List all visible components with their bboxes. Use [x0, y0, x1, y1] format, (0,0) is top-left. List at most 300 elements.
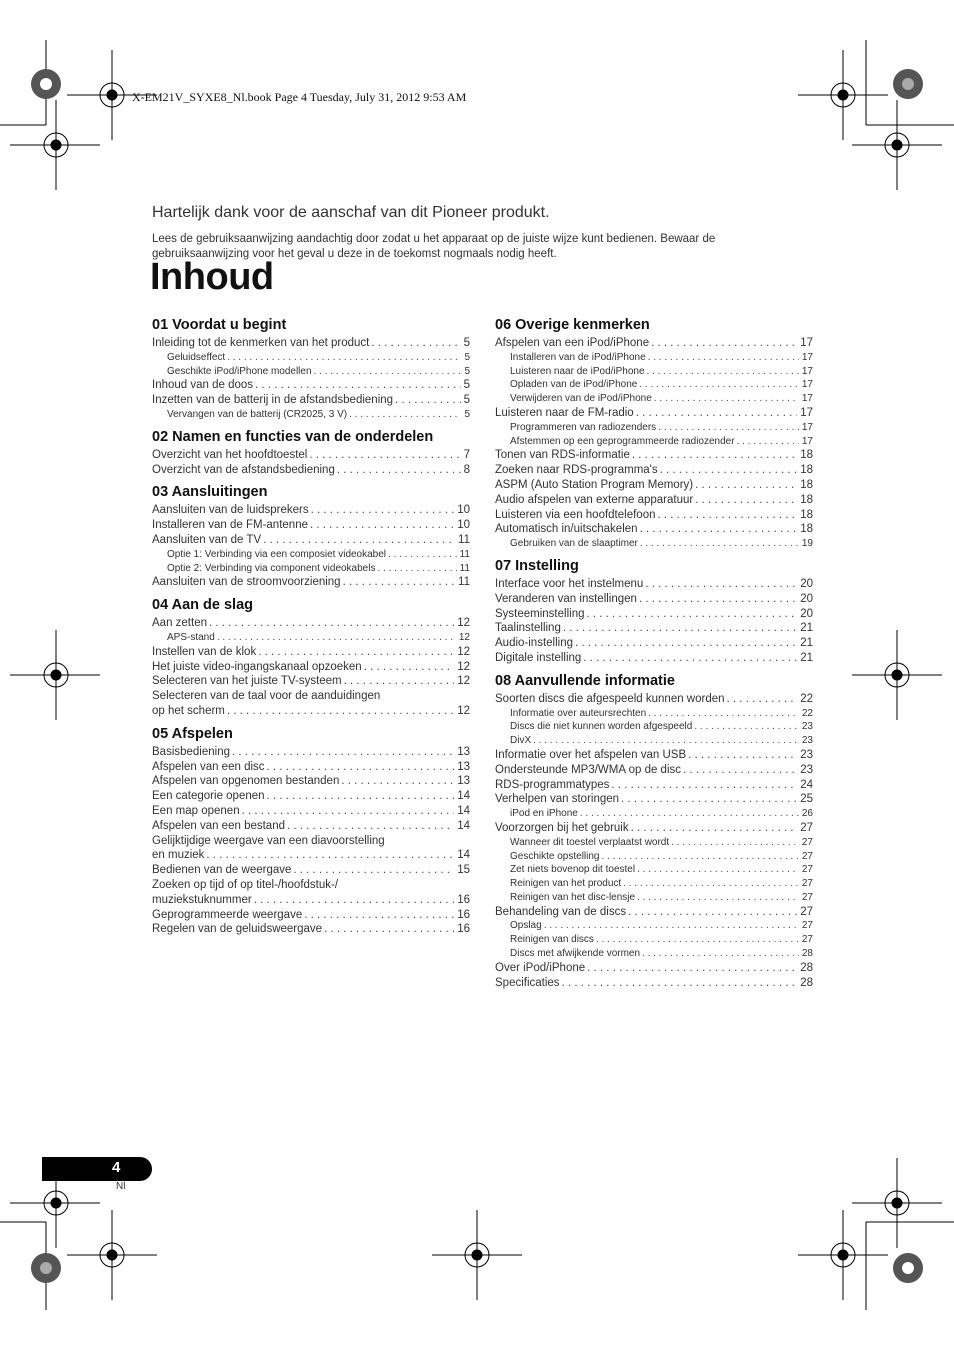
toc-page-number: 5: [463, 337, 470, 349]
toc-section-title: 04 Aan de slag: [152, 597, 254, 614]
toc-entry[interactable]: [495, 463, 813, 478]
toc-entry-text: Opslag: [510, 920, 542, 932]
toc-dot-leader: [544, 919, 799, 933]
toc-dot-leader: [263, 533, 455, 548]
toc-page-number: 17: [801, 379, 813, 391]
toc-dot-leader: [314, 365, 462, 379]
toc-entry[interactable]: [152, 393, 470, 408]
toc-page-number: 13: [457, 745, 470, 758]
toc-page-number: 27: [801, 864, 813, 876]
toc-dot-leader: [695, 493, 797, 508]
toc-page-number: 23: [800, 748, 813, 761]
toc-page-number: 13: [457, 760, 470, 773]
toc-dot-leader: [341, 774, 454, 789]
toc-page-number: 27: [800, 905, 813, 918]
toc-dot-leader: [737, 435, 799, 449]
toc-page-number: 28: [801, 948, 813, 960]
toc-page-number: 20: [800, 607, 813, 620]
toc-dot-leader: [310, 518, 454, 533]
toc-dot-leader: [648, 351, 799, 365]
toc-entry-text: Overzicht van de afstandsbediening: [152, 463, 335, 476]
toc-page-number: 17: [800, 406, 813, 419]
toc-section: [152, 316, 470, 422]
toc-section-title: 05 Afspelen: [152, 725, 233, 742]
toc-entry-text: Selecteren van de taal voor de aanduidingen: [152, 690, 381, 703]
toc-entry[interactable]: [495, 651, 813, 666]
toc-page-number: 21: [800, 651, 813, 664]
toc-dot-leader: [631, 821, 798, 836]
toc-page-number: 15: [457, 864, 470, 877]
toc-entry-text: Informatie over auteursrechten: [510, 707, 647, 719]
toc-entry-text: iPod en iPhone: [510, 808, 578, 820]
toc-page-number: 7: [463, 448, 470, 461]
toc-entry-text: Discs die niet kunnen worden afgespeeld: [510, 721, 693, 733]
toc-page-number: 12: [457, 617, 470, 630]
toc-entry[interactable]: [495, 636, 813, 651]
toc-page-number: 18: [800, 508, 813, 521]
toc-dot-leader: [632, 448, 797, 463]
toc-entry[interactable]: [152, 463, 470, 478]
toc-entry[interactable]: [495, 508, 813, 523]
toc-page-number: 23: [801, 735, 813, 747]
toc-subentry[interactable]: [495, 863, 813, 877]
toc-page-number: 10: [457, 504, 470, 517]
toc-entry[interactable]: [152, 760, 470, 775]
toc-entry-text: Informatie over het afspelen van USB: [495, 748, 687, 761]
toc-entry-text: Veranderen van instellingen: [495, 592, 637, 605]
toc-dot-leader: [602, 850, 799, 864]
toc-subentry[interactable]: [495, 537, 813, 551]
toc-subentry[interactable]: [495, 365, 813, 379]
toc-dot-leader: [395, 393, 461, 408]
toc-entry-text: Gebruiken van de slaaptimer: [510, 538, 638, 550]
toc-entry-text: Afspelen van een iPod/iPhone: [495, 337, 650, 349]
toc-entry[interactable]: [495, 763, 813, 778]
toc-dot-leader: [671, 836, 799, 850]
toc-dot-leader: [267, 789, 455, 804]
toc-entry[interactable]: [152, 908, 470, 923]
toc-entry[interactable]: [152, 789, 470, 804]
toc-dot-leader: [637, 891, 799, 905]
toc-dot-leader: [232, 745, 454, 760]
toc-entry[interactable]: [495, 592, 813, 607]
toc-entry[interactable]: [495, 621, 813, 636]
toc-page-number: 8: [463, 463, 470, 476]
toc-page-number: 18: [800, 523, 813, 536]
toc-right-column: [495, 316, 813, 996]
toc-page-number: 28: [800, 976, 813, 989]
toc-entry-text: Een categorie openen: [152, 790, 265, 803]
toc-entry[interactable]: [152, 336, 470, 351]
toc-subentry[interactable]: [495, 807, 813, 821]
toc-entry[interactable]: [152, 518, 470, 533]
toc-entry-text: Aansluiten van de luidsprekers: [152, 504, 309, 517]
toc-dot-leader: [324, 922, 454, 937]
toc-entry[interactable]: [152, 704, 470, 719]
toc-entry-text: Zoeken op tijd of op titel-/hoofdstuk-/: [152, 878, 339, 891]
file-info-line: X-EM21V_SYXE8_Nl.book Page 4 Tuesday, July 31, 2012 9:53 AM: [132, 90, 467, 104]
toc-subentry[interactable]: [152, 631, 470, 645]
toc-dot-leader: [371, 336, 460, 351]
toc-entry[interactable]: [495, 821, 813, 836]
toc-dot-leader: [533, 734, 799, 748]
toc-dot-leader: [636, 406, 797, 421]
toc-entry-text: Tonen van RDS-informatie: [495, 449, 630, 462]
toc-entry-text: Een map openen: [152, 804, 240, 817]
toc-dot-leader: [255, 378, 461, 393]
toc-section-title: 06 Overige kenmerken: [495, 317, 650, 333]
toc-entry-text: Basisbediening: [152, 745, 231, 758]
toc-dot-leader: [563, 621, 797, 636]
toc-page-number: 26: [801, 808, 813, 820]
toc-entry-text: Systeeminstelling: [495, 607, 585, 620]
toc-dot-leader: [621, 792, 797, 807]
toc-entry[interactable]: [152, 745, 470, 760]
toc-subentry[interactable]: [495, 720, 813, 734]
toc-subentry[interactable]: [495, 877, 813, 891]
toc-entry[interactable]: [495, 961, 813, 976]
toc-dot-leader: [293, 863, 454, 878]
intro-line: Lees de gebruiksaanwijzing aandachtig door zodat u het apparaat op de juiste wijze kunt bedienen. Bewaar de: [152, 233, 716, 245]
toc-dot-leader: [648, 707, 799, 721]
toc-entry[interactable]: [495, 778, 813, 793]
toc-entry-text: Behandeling van de discs: [495, 905, 627, 918]
toc-subentry[interactable]: [152, 562, 470, 576]
toc-page-number: 17: [801, 435, 813, 447]
toc-page-number: 27: [801, 934, 813, 946]
toc-dot-leader: [227, 351, 461, 365]
toc-dot-leader: [586, 607, 797, 622]
toc-entry-text: Ondersteunde MP3/WMA op de disc: [495, 763, 682, 776]
toc-page-number: 27: [800, 821, 813, 834]
toc-page-number: 27: [801, 920, 813, 932]
toc-dot-leader: [254, 893, 455, 908]
toc-page-number: 5: [463, 394, 470, 407]
toc-entry[interactable]: [152, 774, 470, 789]
toc-page-number: 18: [800, 449, 813, 462]
toc-entry[interactable]: [495, 522, 813, 537]
toc-entry-text: Interface voor het instelmenu: [495, 577, 644, 590]
toc-page-number: 10: [457, 519, 470, 532]
toc-dot-leader: [651, 336, 797, 351]
toc-entry-text: Luisteren naar de iPod/iPhone: [510, 365, 645, 377]
toc-entry-text: Taalinstelling: [495, 622, 561, 635]
toc-entry-text: Over iPod/iPhone: [495, 961, 586, 974]
toc-entry[interactable]: [152, 616, 470, 631]
toc-page-number: 20: [800, 577, 813, 590]
toc-dot-leader: [217, 631, 456, 645]
toc-entry-text: Voorzorgen bij het gebruik: [495, 821, 629, 834]
toc-page-number: 12: [457, 675, 470, 688]
toc-dot-leader: [258, 645, 454, 660]
toc-page-number: 17: [801, 351, 813, 363]
toc-page-number: 12: [457, 645, 470, 658]
toc-entry-text: Reinigen van het disc-lensje: [510, 891, 636, 903]
toc-entry-text: Programmeren van radiozenders: [510, 421, 657, 433]
toc-entry[interactable]: [152, 660, 470, 675]
toc-entry-text: Reinigen van discs: [510, 934, 594, 946]
toc-entry-text: Afstemmen op een geprogrammeerde radiozender: [510, 435, 735, 447]
toc-page-number: 5: [464, 365, 470, 377]
toc-section: [152, 428, 470, 478]
toc-entry[interactable]: [495, 792, 813, 807]
toc-page-number: 25: [800, 793, 813, 806]
toc-subentry[interactable]: [495, 351, 813, 365]
toc-entry[interactable]: [152, 804, 470, 819]
toc-page-number: 17: [801, 421, 813, 433]
toc-page-number: 27: [801, 836, 813, 848]
toc-subentry[interactable]: [495, 734, 813, 748]
toc-subentry[interactable]: [495, 378, 813, 392]
toc-entry-text: Soorten discs die afgespeeld kunnen worden: [495, 692, 725, 705]
toc-entry[interactable]: [495, 692, 813, 707]
toc-entry[interactable]: [152, 819, 470, 834]
toc-subentry[interactable]: [152, 351, 470, 365]
toc-entry-text: Digitale instelling: [495, 651, 582, 664]
toc-section: [495, 316, 813, 551]
toc-dot-leader: [694, 720, 799, 734]
toc-page-number: 23: [801, 721, 813, 733]
toc-page-number: 5: [464, 351, 470, 363]
toc-entry[interactable]: [152, 575, 470, 590]
toc-dot-leader: [344, 674, 455, 689]
toc-entry-text: ASPM (Auto Station Program Memory): [495, 478, 694, 491]
toc-entry-text: Inzetten van de batterij in de afstandsbediening: [152, 394, 394, 407]
intro-line: gebruiksaanwijzing voor het geval u deze in de toekomst nogmaals nodig heeft.: [152, 248, 557, 260]
toc-entry[interactable]: [152, 448, 470, 463]
toc-dot-leader: [337, 463, 461, 478]
toc-page-number: 16: [457, 893, 470, 906]
page-number-tab: [42, 1157, 152, 1181]
toc-entry-text: RDS-programmatypes: [495, 778, 610, 791]
toc-dot-leader: [642, 947, 799, 961]
toc-entry[interactable]: [152, 674, 470, 689]
toc-entry[interactable]: [495, 577, 813, 592]
toc-subentry[interactable]: [495, 707, 813, 721]
toc-subentry[interactable]: [495, 933, 813, 947]
toc-entry-text: Reinigen van het product: [510, 878, 622, 890]
toc-entry-text: Afspelen van opgenomen bestanden: [152, 775, 340, 788]
toc-dot-leader: [727, 692, 798, 707]
toc-dot-leader: [611, 778, 797, 793]
toc-entry-text: Installeren van de FM-antenne: [152, 519, 308, 532]
toc-entry-text: Selecteren van het juiste TV-systeem: [152, 675, 342, 688]
toc-entry[interactable]: [152, 533, 470, 548]
toc-entry-text: Inleiding tot de kenmerken van het product: [152, 337, 370, 349]
toc-entry-text: Instellen van de klok: [152, 645, 257, 658]
toc-entry-text: Geprogrammeerde weergave: [152, 908, 303, 921]
toc-dot-leader: [654, 392, 799, 406]
toc-dot-leader: [267, 760, 455, 775]
toc-subentry[interactable]: [152, 548, 470, 562]
toc-page-number: 27: [801, 850, 813, 862]
toc-entry-text: Geschikte opstelling: [510, 850, 600, 862]
toc-dot-leader: [575, 636, 797, 651]
toc-page-number: 12: [457, 704, 470, 717]
toc-entry-text: Luisteren naar de FM-radio: [495, 406, 634, 419]
toc-page-number: 27: [801, 878, 813, 890]
toc-entry-text: Vervangen van de batterij (CR2025, 3 V): [167, 408, 348, 420]
toc-entry-text: Aansluiten van de stroomvoorziening: [152, 576, 341, 589]
toc-entry-text: Wanneer dit toestel verplaatst wordt: [510, 836, 670, 848]
toc-entry-text: Geschikte iPod/iPhone modellen: [167, 365, 312, 377]
toc-section: [495, 672, 813, 991]
toc-dot-leader: [209, 616, 454, 631]
toc-entry-text: Optie 2: Verbinding via component videokabels: [167, 562, 376, 574]
toc-page-number: 11: [458, 533, 470, 546]
language-code: Nl: [116, 1181, 126, 1192]
toc-dot-leader: [583, 651, 797, 666]
toc-section: [152, 483, 470, 590]
toc-page-number: 11: [458, 576, 470, 589]
toc-subentry[interactable]: [495, 947, 813, 961]
toc-subentry[interactable]: [495, 435, 813, 449]
toc-section: [152, 596, 470, 719]
toc-entry-text: Verhelpen van storingen: [495, 793, 620, 806]
toc-dot-leader: [562, 976, 798, 991]
toc-entry[interactable]: [495, 905, 813, 920]
toc-entry-text: APS-stand: [167, 631, 215, 643]
toc-entry[interactable]: [152, 863, 470, 878]
toc-subentry[interactable]: [152, 408, 470, 422]
toc-entry[interactable]: [152, 848, 470, 863]
toc-dot-leader: [287, 819, 454, 834]
toc-entry[interactable]: [495, 478, 813, 493]
toc-entry[interactable]: [495, 448, 813, 463]
toc-page-number: 14: [457, 804, 470, 817]
toc-page-number: 28: [800, 961, 813, 974]
toc-page-number: 21: [800, 637, 813, 650]
toc-page-number: 22: [800, 692, 813, 705]
toc-subentry[interactable]: [152, 365, 470, 379]
toc-dot-leader: [639, 592, 797, 607]
toc-dot-leader: [227, 704, 454, 719]
toc-page-number: 16: [457, 908, 470, 921]
toc-section-title: 02 Namen en functies van de onderdelen: [152, 428, 434, 445]
toc-subentry[interactable]: [495, 836, 813, 850]
toc-page-number: 23: [800, 763, 813, 776]
toc-dot-leader: [206, 848, 454, 863]
toc-page-number: 12: [457, 660, 470, 673]
page-title: Inhoud: [150, 256, 274, 298]
toc-page-number: 12: [458, 631, 470, 643]
toc-entry[interactable]: [152, 503, 470, 518]
toc-dot-leader: [683, 763, 797, 778]
toc-dot-leader: [637, 863, 799, 877]
toc-dot-leader: [388, 548, 457, 562]
toc-subentry[interactable]: [495, 392, 813, 406]
toc-dot-leader: [242, 804, 455, 819]
toc-entry-text: Automatisch in/uitschakelen: [495, 523, 638, 536]
toc-dot-leader: [580, 807, 799, 821]
toc-entry-text: Het juiste video-ingangskanaal opzoeken: [152, 660, 362, 673]
toc-section: [152, 725, 470, 937]
toc-page-number: 20: [800, 592, 813, 605]
toc-page-number: 11: [459, 548, 470, 560]
toc-section-title: 08 Aanvullende informatie: [495, 672, 675, 689]
toc-page-number: 27: [801, 891, 813, 903]
toc-page-number: 17: [801, 365, 813, 377]
toc-page-number: 17: [800, 337, 813, 349]
toc-entry-text: Zoeken naar RDS-programma's: [495, 464, 658, 477]
toc-entry-text: Gelijktijdige weergave van een diavoorstelling: [152, 834, 385, 847]
toc-subentry[interactable]: [495, 919, 813, 933]
toc-entry-text: Zet niets bovenop dit toestel: [510, 864, 636, 876]
toc-dot-leader: [639, 378, 799, 392]
toc-entry-text: muziekstuknummer: [152, 893, 252, 906]
toc-dot-leader: [688, 748, 797, 763]
toc-entry-text: Installeren van de iPod/iPhone: [510, 351, 646, 363]
toc-dot-leader: [657, 508, 797, 523]
toc-page-number: 5: [464, 408, 470, 420]
toc-entry-text: Bedienen van de weergave: [152, 864, 292, 877]
thanks-heading: Hartelijk dank voor de aanschaf van dit Pioneer produkt.: [152, 204, 550, 221]
page-number: 4: [112, 1159, 121, 1176]
toc-entry-text: Afspelen van een disc: [152, 760, 265, 773]
toc-section-title: 01 Voordat u begint: [152, 317, 287, 333]
toc-page-number: 16: [457, 923, 470, 936]
toc-entry-text: Overzicht van het hoofdtoestel: [152, 448, 308, 461]
toc-entry[interactable]: [495, 336, 813, 351]
toc-entry[interactable]: [495, 976, 813, 991]
toc-section: [495, 557, 813, 666]
toc-dot-leader: [658, 421, 799, 435]
toc-entry-text: Optie 1: Verbinding via een composiet videokabel: [167, 548, 387, 560]
toc-dot-leader: [311, 503, 455, 518]
toc-dot-leader: [343, 575, 455, 590]
toc-dot-leader: [349, 408, 461, 422]
toc-entry[interactable]: [495, 748, 813, 763]
toc-page-number: 14: [457, 819, 470, 832]
toc-page-number: 21: [800, 622, 813, 635]
toc-entry[interactable]: [495, 607, 813, 622]
toc-dot-leader: [695, 478, 797, 493]
toc-entry-text: Verwijderen van de iPod/iPhone: [510, 393, 652, 405]
toc-dot-leader: [623, 877, 799, 891]
toc-subentry[interactable]: [495, 891, 813, 905]
toc-dot-leader: [377, 562, 456, 576]
toc-entry-text: Geluidseffect: [167, 351, 226, 363]
toc-dot-leader: [660, 463, 798, 478]
toc-entry[interactable]: [495, 406, 813, 421]
toc-entry-text: Specificaties: [495, 976, 560, 989]
toc-subentry[interactable]: [495, 421, 813, 435]
toc-dot-leader: [596, 933, 799, 947]
toc-entry-text: Inhoud van de doos: [152, 379, 254, 392]
toc-page-number: 19: [801, 538, 813, 550]
toc-page-number: 18: [800, 478, 813, 491]
toc-page-number: 22: [801, 707, 813, 719]
toc-entry[interactable]: [152, 893, 470, 908]
toc-entry[interactable]: [495, 493, 813, 508]
toc-dot-leader: [647, 365, 799, 379]
toc-entry-text: DivX: [510, 735, 532, 747]
toc-page-number: 11: [459, 562, 470, 574]
toc-entry-text: Aansluiten van de TV: [152, 533, 262, 546]
toc-entry[interactable]: [152, 378, 470, 393]
toc-entry-text: Regelen van de geluidsweergave: [152, 923, 323, 936]
toc-page-number: 17: [801, 393, 813, 405]
toc-dot-leader: [628, 905, 797, 920]
toc-entry[interactable]: [152, 645, 470, 660]
toc-subentry[interactable]: [495, 850, 813, 864]
toc-dot-leader: [645, 577, 797, 592]
toc-entry-text: Audio-instelling: [495, 637, 573, 650]
toc-dot-leader: [309, 448, 460, 463]
toc-dot-leader: [304, 908, 454, 923]
toc-entry[interactable]: [152, 922, 470, 937]
toc-section-title: 03 Aansluitingen: [152, 484, 268, 501]
